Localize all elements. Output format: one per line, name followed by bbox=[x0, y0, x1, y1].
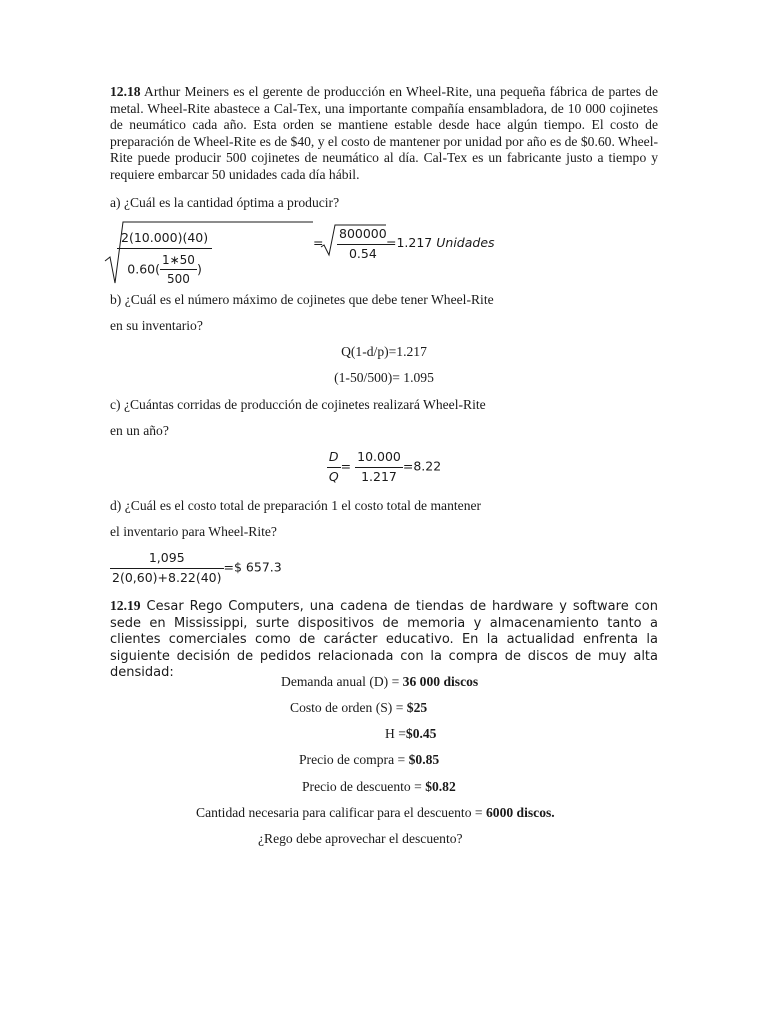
annual-demand-label: Demanda anual (D) = bbox=[281, 674, 403, 689]
question-d-line2: el inventario para Wheel-Rite? bbox=[110, 524, 277, 539]
question-c-line2: en un año? bbox=[110, 423, 169, 438]
numerator-a2: 800000 bbox=[337, 226, 389, 245]
denominator-d: 2(0,60)+8.22(40) bbox=[112, 569, 222, 585]
problem-12-18-paragraph bbox=[110, 84, 658, 184]
denominator-c1: Q bbox=[328, 468, 339, 484]
inner-numerator: 1∗50 bbox=[160, 252, 197, 271]
result-a: =1.217 bbox=[386, 235, 433, 250]
fraction-a2 bbox=[337, 226, 389, 262]
equals-sign-a: = bbox=[313, 235, 324, 250]
order-cost-value: $25 bbox=[406, 700, 428, 715]
discount-price-line bbox=[302, 779, 456, 796]
denominator-a1-post: ) bbox=[196, 261, 202, 277]
holding-cost-value: $0.45 bbox=[405, 726, 437, 741]
equation-b-line2: (1-50/500)= 1.095 bbox=[334, 370, 434, 385]
fraction-a1 bbox=[117, 229, 212, 288]
result-c: =8.22 bbox=[402, 458, 442, 474]
discount-price-value: $0.82 bbox=[425, 779, 456, 794]
holding-cost-line bbox=[385, 726, 436, 743]
order-cost-line bbox=[290, 700, 427, 717]
equation-d bbox=[110, 550, 282, 586]
numerator-a1: 2(10.000)(40) bbox=[117, 229, 212, 249]
question-d-line1: d) ¿Cuál es el costo total de preparación 1 el costo total de mantener bbox=[110, 498, 482, 513]
annual-demand-line bbox=[281, 674, 478, 691]
problem-12-19-paragraph bbox=[110, 598, 658, 681]
question-c-line1: c) ¿Cuántas corridas de producción de cojinetes realizará Wheel-Rite bbox=[110, 397, 486, 412]
purchase-price-value: $0.85 bbox=[408, 752, 440, 767]
inner-fraction bbox=[160, 252, 197, 288]
inner-denominator: 500 bbox=[167, 272, 190, 287]
annual-demand-value: 36 000 discos bbox=[402, 674, 479, 689]
discount-quantity-value: 6000 discos. bbox=[485, 805, 555, 820]
discount-quantity-label: Cantidad necesaria para calificar para el descuento = bbox=[196, 805, 486, 820]
denominator-c2: 1.217 bbox=[361, 468, 397, 484]
numerator-c2: 10.000 bbox=[355, 449, 403, 468]
question-b-line2: en su inventario? bbox=[110, 318, 203, 333]
order-cost-label: Costo de orden (S) = bbox=[290, 700, 407, 715]
result-d: =$ 657.3 bbox=[223, 559, 282, 575]
purchase-price-line bbox=[299, 752, 439, 769]
numerator-d: 1,095 bbox=[110, 550, 224, 569]
purchase-price-label: Precio de compra = bbox=[299, 752, 409, 767]
equals-sign-c: = bbox=[340, 458, 352, 474]
fraction-c2 bbox=[355, 449, 403, 485]
discount-question: ¿Rego debe aprovechar el descuento? bbox=[258, 831, 463, 846]
problem-number: 12.19 bbox=[110, 598, 141, 613]
problem-number: 12.18 bbox=[110, 84, 141, 99]
unit-label: Unidades bbox=[436, 235, 495, 250]
problem-text: Arthur Meiners es el gerente de producción en Wheel-Rite, una pequeña fábrica de partes de metal. Wheel-Rite abastece a Cal-Tex, una importante compañía ensambladora, de 10 000 cojinetes de neumático cada año. Esta orden se mantiene estable desde hace algún tiempo. El costo de preparación de Wheel-Rite es de $40, y el costo de mantener por unidad por año es de $0.60. Wheel-Rite puede producir 500 cojinetes de neumático al día. Cal-Tex es un fabricante justo a tiempo y requiere embarcar 50 unidades cada día hábil. bbox=[110, 84, 658, 182]
equation-c bbox=[0, 449, 768, 485]
problem-text: Cesar Rego Computers, una cadena de tiendas de hardware y software con sede en Mississippi, surte dispositivos de memoria y almacenamiento tanto a clientes comerciales como de carácter educativo. En la actualidad enfrenta la siguiente decisión de pedidos relacionada con la compra de discos de muy alta densidad: bbox=[110, 599, 658, 681]
question-a: a) ¿Cuál es la cantidad óptima a producir? bbox=[110, 195, 340, 210]
denominator-a2: 0.54 bbox=[348, 245, 377, 261]
numerator-c1: D bbox=[327, 449, 341, 468]
discount-quantity-line bbox=[196, 805, 555, 822]
discount-price-label: Precio de descuento = bbox=[302, 779, 426, 794]
fraction-c1 bbox=[327, 449, 341, 485]
equation-b-line1: Q(1-d/p)=1.217 bbox=[341, 344, 427, 359]
fraction-d bbox=[110, 550, 224, 586]
denominator-a1-pre: 0.60( bbox=[127, 261, 160, 277]
holding-cost-label: H = bbox=[385, 726, 406, 741]
question-b-line1: b) ¿Cuál es el número máximo de cojinetes que debe tener Wheel-Rite bbox=[110, 292, 494, 307]
